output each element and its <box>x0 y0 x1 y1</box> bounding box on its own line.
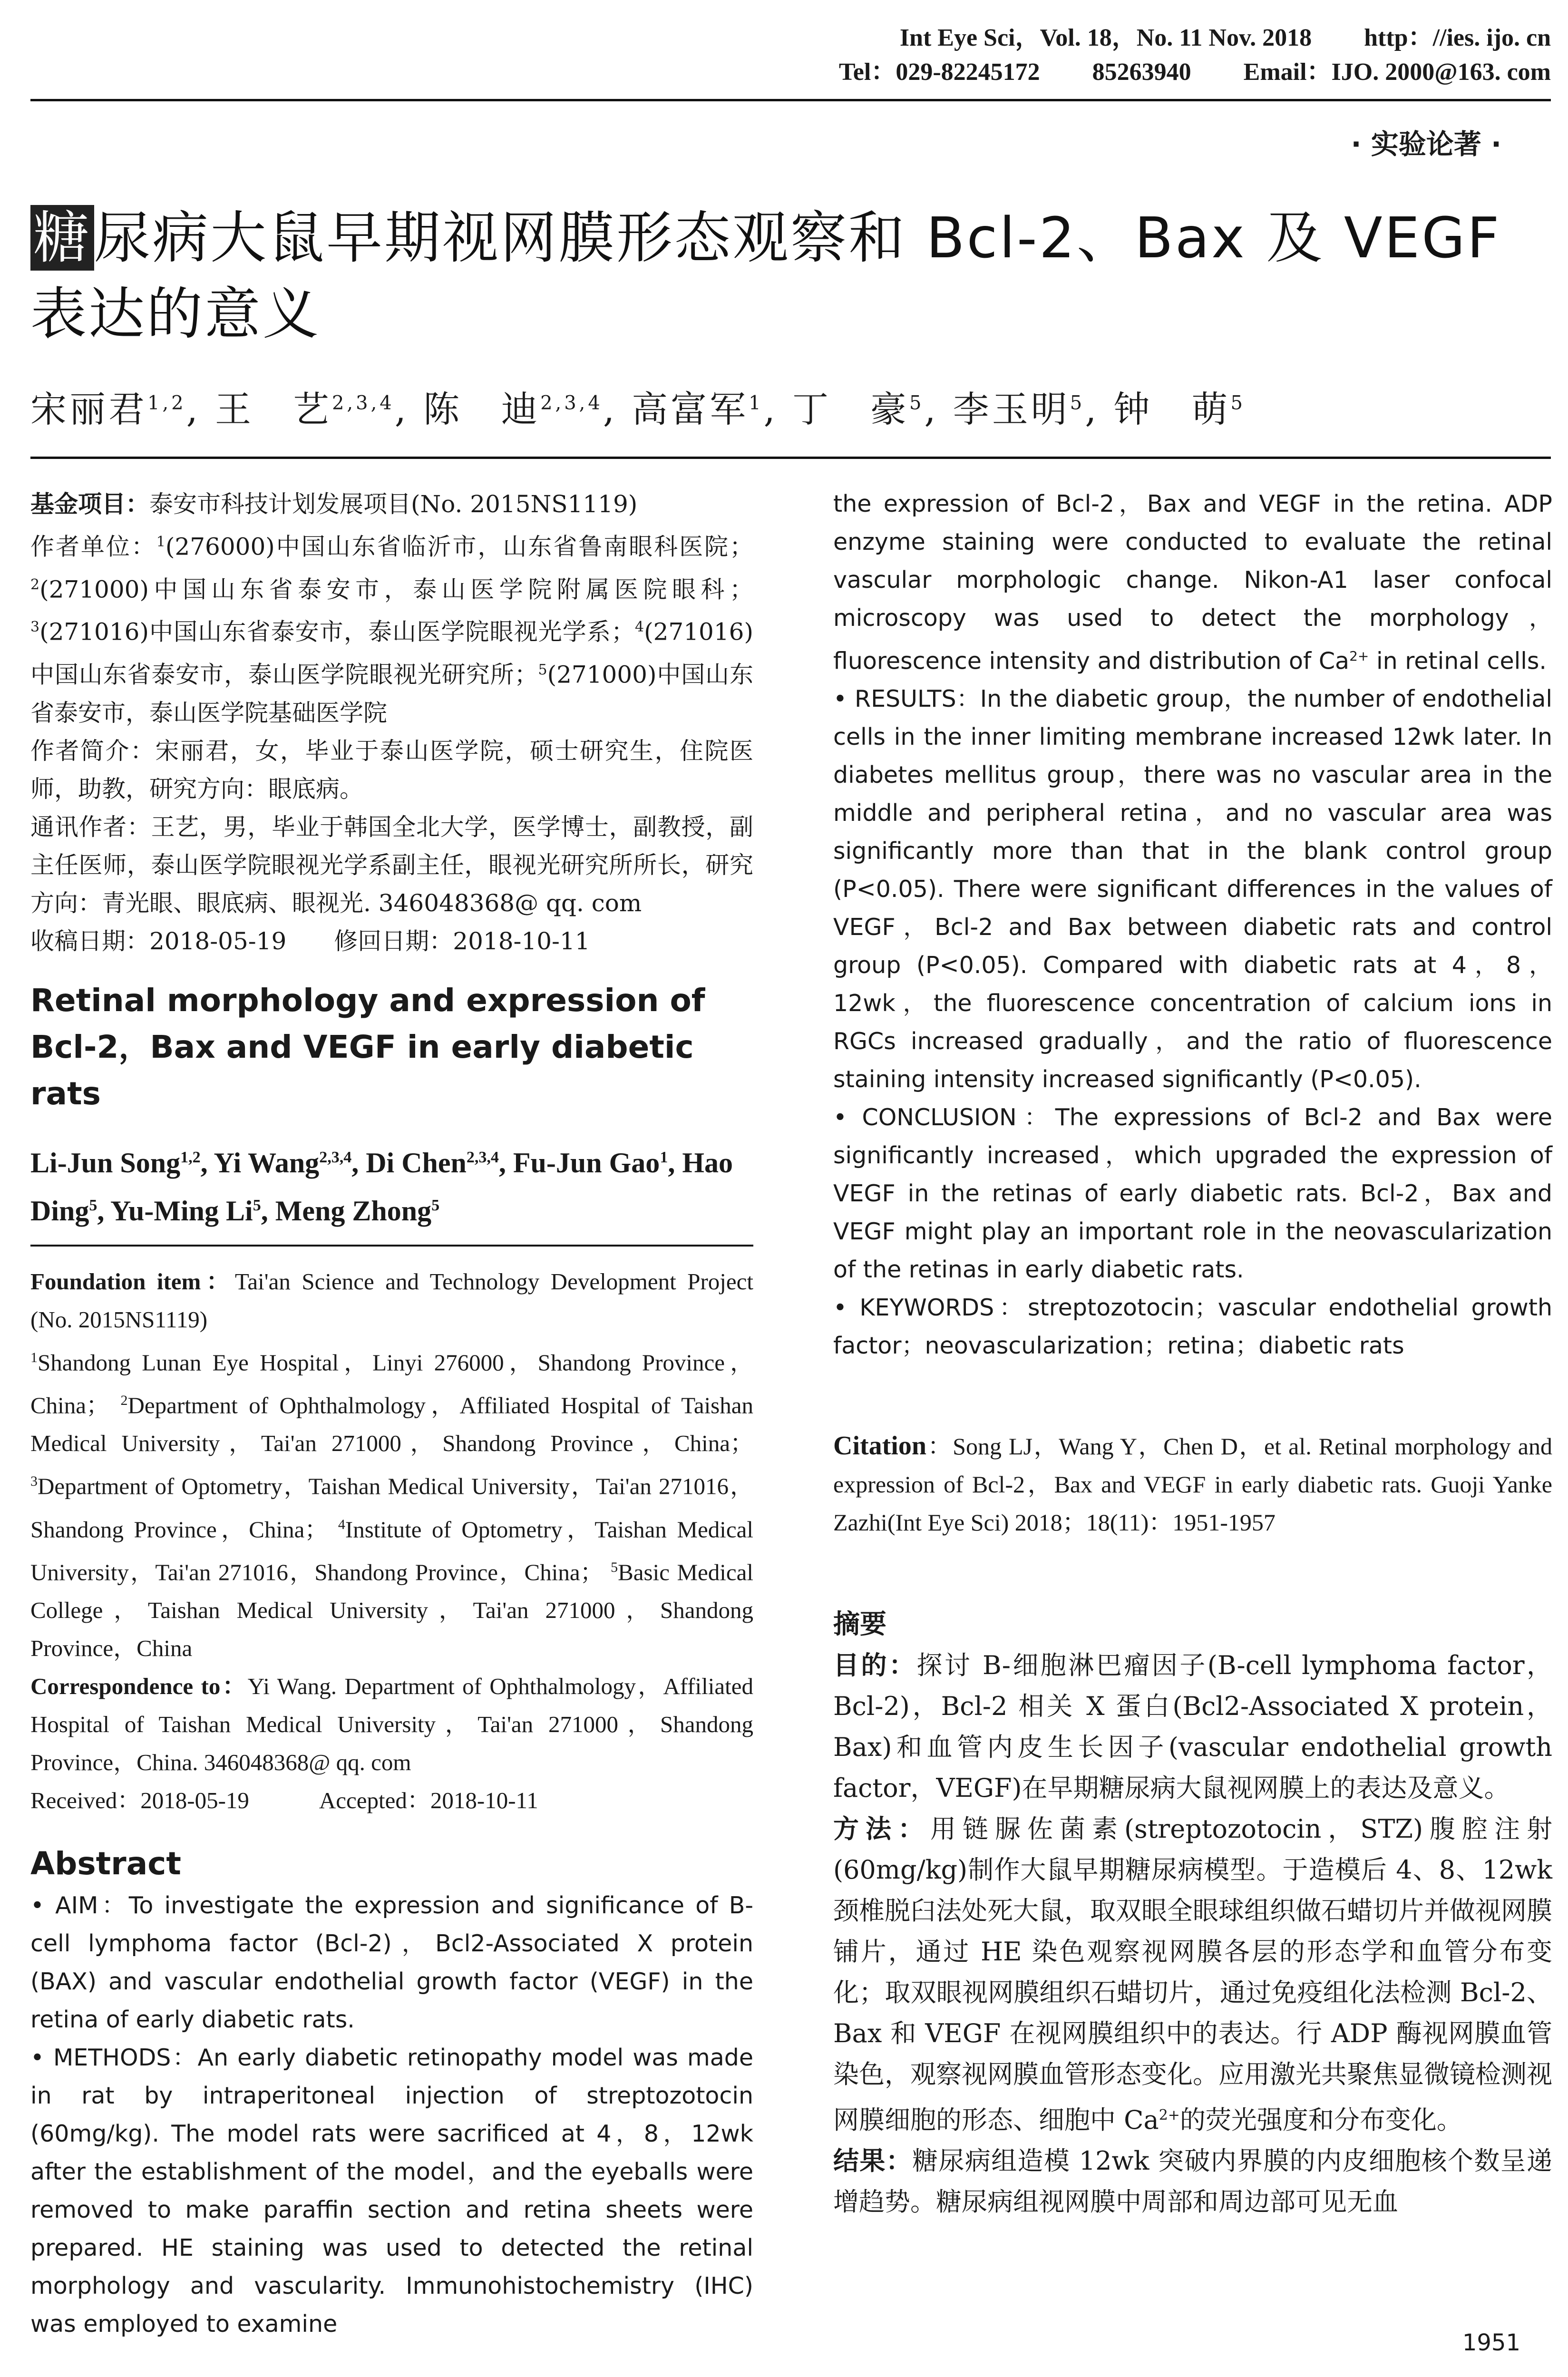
aff-2: Department of Ophthalmology，Affiliated Hospital of Taishan Medical University，Tai'an 271000，Shandong Province，China； <box>30 1392 754 1457</box>
author-en: Hao Ding <box>30 1147 733 1227</box>
author-en-mark: 2,3,4 <box>319 1148 352 1166</box>
journal-tel: Tel：029-82245172 <box>838 58 1040 86</box>
author-cn: 钟 萌 <box>1113 388 1231 430</box>
cn-abstract-result <box>833 2141 1552 2222</box>
author-affiliation-mark: 1,2 <box>147 392 186 414</box>
header-divider <box>30 99 1551 101</box>
author-en-mark: 5 <box>431 1196 440 1214</box>
author-bio-cn <box>30 732 753 808</box>
abstract-keywords: • KEYWORDS：streptozotocin；vascular endothelial growth factor；neovascularization；retina；diabetic rats <box>833 1294 1552 1360</box>
foundation-text: Tai'an Science and Technology Development Project (No. 2015NS1119) <box>30 1268 753 1333</box>
author-en: Meng Zhong <box>275 1195 432 1227</box>
author-affiliation-mark: 2,3,4 <box>331 392 395 414</box>
foundation-label: Foundation item： <box>30 1268 235 1295</box>
cn-abstract-method: 方法：用链脲佐菌素(streptozotocin，STZ)腹腔注射(60mg/kg)制作大鼠早期糖尿病模型。于造模后 4、8、12wk 颈椎脱臼法处死大鼠，取双眼全眼球组织做石蜡切片并做视网膜铺片，通过 HE 染色观察视网膜各层的形态学和血管分布变化；取双眼视网膜组织石蜡切片，通过免疫组化法检测 Bcl-2、Bax 和 VEGF 在视网膜组织中的表达。行 ADP 酶视网膜血管染色，观察视网膜血管形态变化。应用激光共聚焦显微镜检测视网膜细胞的形态、细胞中 $Ca^{2+}$的荧光强度和分布变化。 <box>833 1814 1552 2135</box>
correspondence-label: Correspondence to： <box>30 1673 248 1700</box>
correspondence-en <box>30 1667 753 1782</box>
abstract-results: • RESULTS：In the diabetic group，the number of endothelial cells in the inner limiting membrane increased 12wk later. In diabetes mellitus group，there was no vascular area in the middle and peripheral retina，and no vascular area was significantly more than that in the blank control group (P<0.05). There were significant differences in the values of VEGF，Bcl-2 and Bax between diabetic rats and control group (P<0.05). Compared with diabetic rats at 4，8，12wk，the fluorescence concentration of calcium ions in RGCs increased gradually，and the ratio of fluorescence staining intensity increased significantly (P<0.05). <box>833 685 1552 1093</box>
cn-abstract-aim <box>833 1645 1552 1809</box>
unit-3: (271016)中国山东省泰安市，泰山医学院眼视光学系； <box>39 618 635 646</box>
author-cn: 丁 豪 <box>792 388 909 430</box>
author-affiliation-mark: 2,3,4 <box>540 392 603 414</box>
author-affiliation-mark: 5 <box>1230 392 1246 414</box>
unit-2: (271000)中国山东省泰安市，泰山医学院附属医院眼科； <box>39 575 753 604</box>
author-cn: 李玉明 <box>953 388 1070 430</box>
fund-label: 基金项目： <box>30 490 149 518</box>
cn-abstract-heading: 摘要 <box>833 1609 886 1640</box>
cn-result-text: 糖尿病组造模 12wk 突破内界膜的内皮细胞核个数呈递增趋势。糖尿病组视网膜中周部和周边部可见无血 <box>833 2146 1553 2217</box>
author-en-mark: 5 <box>253 1196 261 1214</box>
author-list-cn: 宋丽君$^{1,2}$, 王 艺$^{2,3,4}$, 陈 迪$^{2,3,4}$, 高富军$^1$, 丁 豪$^5$, 李玉明$^5$, 钟 萌$^5$ <box>30 388 1246 430</box>
author-en-mark: 1,2 <box>180 1148 201 1166</box>
affiliations-cn: 作者单位：$^1$(276000)中国山东省临沂市，山东省鲁南眼科医院；$^2$(271000)中国山东省泰安市，泰山医学院附属医院眼科；$^3$(271016)中国山东省泰安市，泰山医学院眼视光学系；$^4$(271016)中国山东省泰安市，泰山医学院眼视光研究所；$^5$(271000)中国山东省泰安市，泰山医学院基础医学院 <box>30 533 753 727</box>
journal-url[interactable]: http：//ies. ijo. cn <box>1364 24 1551 51</box>
author-en-mark: 2,3,4 <box>466 1148 499 1166</box>
received-accepted: Received：2018-05-19 Accepted：2018-10-11 <box>30 1787 538 1814</box>
author-list-en: Li-Jun Song$^{1,2}$, Yi Wang$^{2,3,4}$, Di Chen$^{2,3,4}$, Fu-Jun Gao$^1$, Hao Ding$^5$, Yu-Ming Li$^5$, Meng Zhong$^5$ <box>30 1147 733 1227</box>
author-en: Yi Wang <box>214 1147 320 1179</box>
aff-3: Department of Optometry，Taishan Medical University，Tai'an 271016，Shandong Province，China； <box>30 1473 753 1542</box>
correspondence-text: Yi Wang. Department of Ophthalmology，Affiliated Hospital of Taishan Medical University，Tai'an 271000，Shandong Province，China. 346048368@ qq. com <box>30 1673 753 1776</box>
cn-aim-text: 探讨 B-细胞淋巴瘤因子(B-cell lymphoma factor，Bcl-2)，Bcl-2 相关 X 蛋白(Bcl2-Associated X protein，Bax)和血管内皮生长因子(vascular endothelial growth factor，VEGF)在早期糖尿病大鼠视网膜上的表达及意义。 <box>833 1650 1552 1803</box>
author-cn: 宋丽君 <box>30 388 147 430</box>
aff-1: Shandong Lunan Eye Hospital，Linyi 276000，Shandong Province，China； <box>30 1349 753 1419</box>
aff-5: Basic Medical College，Taishan Medical University，Tai'an 271000，Shandong Province，China <box>30 1559 754 1662</box>
author-en-mark: 5 <box>89 1196 97 1214</box>
fund-info-cn <box>30 485 753 523</box>
author-en: Yu-Ming Li <box>110 1195 253 1227</box>
citation <box>833 1427 1552 1541</box>
left-column <box>30 485 753 2343</box>
abstract-heading: Abstract <box>30 1845 181 1882</box>
author-affiliation-mark: 5 <box>1070 392 1085 414</box>
author-cn: 王 艺 <box>214 388 332 430</box>
article-title-cn <box>30 200 1552 352</box>
methods-cont-tail: in retinal cells. <box>1369 647 1547 675</box>
abstract-aim: • AIM：To investigate the expression and significance of B-cell lymphoma factor (Bcl-2)，Bcl2-Associated X protein (BAX) and vascular endothelial growth factor (VEGF) in the retina of early diabetic rats. <box>30 1892 753 2034</box>
abstract-methods: • METHODS：An early diabetic retinopathy model was made in rat by intraperitoneal injection of streptozotocin (60mg/kg). The model rats were sacrificed at 4，8，12wk after the establishment of the model，and the eyeballs were removed to make paraffin section and retina sheets were prepared. HE staining was used to detected the retinal morphology and vascularity. Immunohistochemistry (IHC) was employed to examine <box>30 2044 753 2338</box>
methods-cont-text: the expression of Bcl-2，Bax and VEGF in the retina. ADP enzyme staining were conducted to evaluate the retinal vascular morphologic change. Nikon-A1 laser confocal microscopy was used to detect the morphology，fluorescence intensity and distribution of Ca <box>833 490 1552 675</box>
title-text: 尿病大鼠早期视网膜形态观察和 Bcl-2、Bax 及 VEGF 表达的意义 <box>30 205 1501 347</box>
citation-label: Citation <box>833 1431 926 1461</box>
article-title-en: Retinal morphology and expression of Bcl-2，Bax and VEGF in early diabetic rats <box>30 982 705 1112</box>
author-en-mark: 1 <box>660 1148 668 1166</box>
unit-5: (271000)中国山东省泰安市，泰山医学院基础医学院 <box>30 661 753 727</box>
running-header <box>839 21 1551 89</box>
cn-method-tail: 的荧光强度和分布变化。 <box>1179 2105 1462 2135</box>
author-en: Fu-Jun Gao <box>513 1147 660 1179</box>
author-affiliation-mark: 1 <box>749 392 764 414</box>
author-cn: 高富军 <box>632 388 749 430</box>
cn-aim-label: 目的： <box>833 1650 917 1681</box>
corr-label: 通讯作者： <box>30 813 151 841</box>
dates-cn: 收稿日期：2018-05-19 修回日期：2018-10-11 <box>30 927 590 955</box>
corresponding-author-cn <box>30 808 753 922</box>
section-tag: · 实验论著 · <box>1351 128 1501 160</box>
abstract-conclusion: • CONCLUSION：The expressions of Bcl-2 and Bax were significantly increased，which upgraded the expression of VEGF in the retinas of early diabetic rats. Bcl-2，Bax and VEGF might play an important role in the neovascularization of the retinas in early diabetic rats. <box>833 1104 1552 1284</box>
journal-citation: Int Eye Sci，Vol. 18，No. 11 Nov. 2018 <box>899 24 1312 51</box>
cn-method-text: 用链脲佐菌素(streptozotocin，STZ)腹腔注射(60mg/kg)制作大鼠早期糖尿病模型。于造模后 4、8、12wk 颈椎脱臼法处死大鼠，取双眼全眼球组织做石蜡切片并做视网膜铺片，通过 HE 染色观察视网膜各层的形态学和血管分布变化；取双眼视网膜组织石蜡切片，通过免疫组化法检测 Bcl-2、Bax 和 VEGF 在视网膜组织中的表达。行 ADP 酶视网膜血管染色，观察视网膜血管形态变化。应用激光共聚焦显微镜检测视网膜细胞的形态、细胞中 Ca <box>833 1814 1552 2135</box>
corr-text: 王艺，男，毕业于韩国全北大学，医学博士，副教授，副主任医师，泰山医学院眼视光学系副主任，眼视光研究所所长，研究方向：青光眼、眼底病、眼视光. 346048368@ qq. com <box>30 813 754 917</box>
author-divider <box>30 1245 753 1247</box>
title-divider <box>30 457 1551 459</box>
right-column <box>833 485 1552 2222</box>
cn-result-label: 结果： <box>833 2146 913 2176</box>
journal-email[interactable]: Email：IJO. 2000@163. com <box>1243 58 1551 86</box>
aff-4: Institute of Optometry，Taishan Medical University，Tai'an 271016，Shandong Province，China； <box>30 1516 754 1586</box>
affiliations-en: $^1$Shandong Lunan Eye Hospital，Linyi 276000，Shandong Province，China； $^2$Department of Ophthalmology，Affiliated Hospital of Taishan Medical University，Tai'an 271000，Shandong Province，China； $^3$Department of Optometry，Taishan Medical University，Tai'an 271016，Shandong Province，China； $^4$Institute of Optometry，Taishan Medical University，Tai'an 271016，Shandong Province，China； $^5$Basic Medical College，Taishan Medical University，Tai'an 271000，Shandong Province，China <box>30 1349 754 1662</box>
abstract-methods-continued: the expression of Bcl-2，Bax and VEGF in the retina. ADP enzyme staining were conducted to evaluate the retinal vascular morphologic change. Nikon-A1 laser confocal microscopy was used to detect the morphology，fluorescence intensity and distribution of $Ca^{2+}$ in retinal cells. <box>833 490 1552 675</box>
bio-label: 作者简介： <box>30 737 156 765</box>
unit-label: 作者单位： <box>30 533 156 561</box>
unit-4: (271016)中国山东省泰安市，泰山医学院眼视光研究所； <box>30 618 753 689</box>
bio-text: 宋丽君，女，毕业于泰山医学院，硕士研究生，住院医师，助教，研究方向：眼底病。 <box>30 737 753 803</box>
cn-method-label: 方法： <box>833 1814 930 1844</box>
citation-text: ：Song LJ，Wang Y，Chen D，et al. Retinal morphology and expression of Bcl-2，Bax and VEGF in early diabetic rats. Guoji Yanke Zazhi(Int Eye Sci) 2018；18(11)：1951-1957 <box>833 1433 1552 1536</box>
author-cn: 陈 迪 <box>423 388 541 430</box>
foundation-item-en <box>30 1263 753 1339</box>
author-en: Li-Jun Song <box>30 1147 181 1179</box>
page-number: 1951 <box>1462 2329 1520 2356</box>
author-affiliation-mark: 5 <box>909 392 925 414</box>
title-drop-char: 糖 <box>30 205 94 271</box>
fund-text: 泰安市科技计划发展项目(No. 2015NS1119) <box>149 490 638 518</box>
journal-tel-2: 85263940 <box>1092 58 1191 86</box>
unit-1: (276000)中国山东省临沂市，山东省鲁南眼科医院； <box>165 533 753 561</box>
author-en: Di Chen <box>366 1147 467 1179</box>
